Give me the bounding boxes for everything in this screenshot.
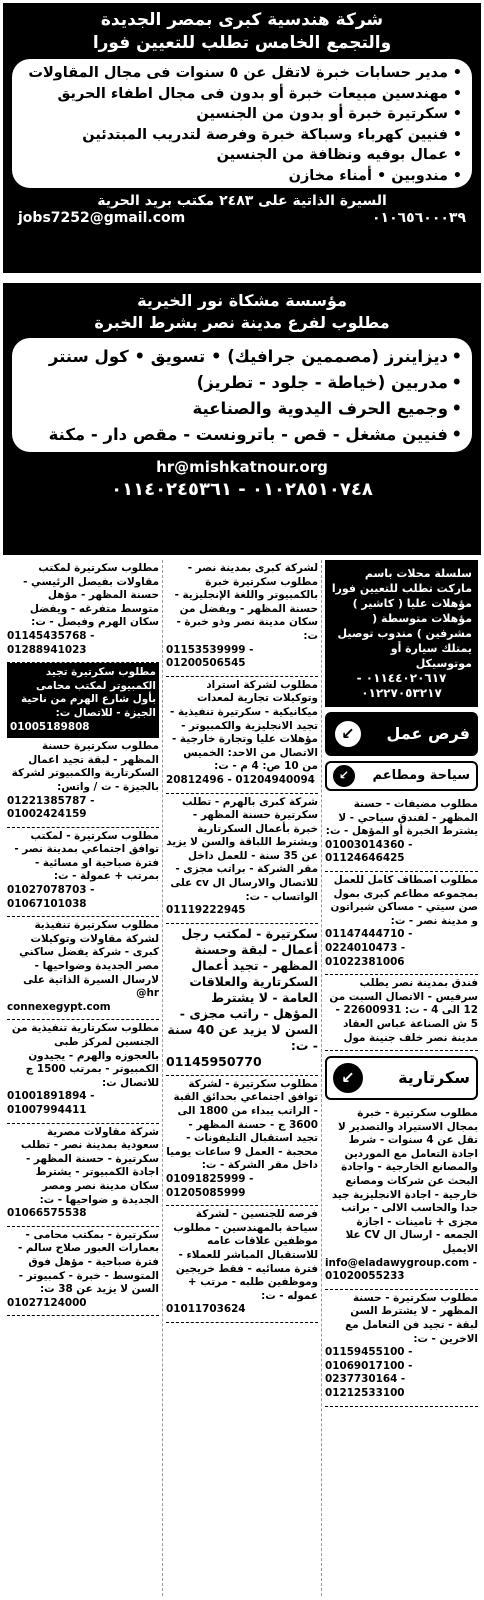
ad-text: سكرتيرة - لمكتب رجل أعمال - لبقة وحسنة المظهر - تجيد أعمال السكرتارية والعلاقات العامة - لا يشترط المؤهل - راتب مجزى - السن لا يزيد عن 40 سنة - ت: (163, 925, 318, 1053)
list-item: • مهندسين مبيعات خبرة أو بدون فى مجال اطفاء الحريق (20, 84, 462, 105)
ad-text: مطلوب سكرتيرة - لمكتب توافق اجتماعي بمدينة نصر - فترة صباحية او مسائية - بمرتب + عمولة - ت: (10, 829, 159, 883)
ad-text: مطلوب سكرتيرة - خبرة بمجال الاستيراد والتصدير لا تقل عن 4 سنوات - شرط اجادة التعامل مع الموردين والمصانع الخارجية - واجادة البحث عن شركات ومصانع خارجية - اجادة الانجليزية جيد جدا والحاسب الالى - براتب مجزى + تامينات - اجازة الجمعه - ارسال ال CV علا الايميل (328, 1107, 478, 1256)
list-item: • مندوبين • أمناء مخازن (20, 166, 462, 187)
ad-text: شركة مقاولات مصرية سعودية بمدينة نصر - تطلب سكرتيرة - حسنة المظهر - اجادة الكمبيوتر - يشترط سكان مدينة نصر ومصر الجديدة و ضواحيها - ت: (17, 1125, 159, 1206)
ad-text: سلسلة محلات باسم ماركت تطلب للتعيين فورا مؤهلات عليا ( كاشير ) مؤهلات متوسطة ( مشرفين ) مندوب توصيل يمتلك سيارة أو موتوسيكل (331, 567, 472, 670)
ad-text: لشركة كبرى بمدينة نصر - مطلوب سكرتيرة خبرة بالكمبيوتر واللغة الإنجليزية - حسنة المظهر - ويفضل من سكان مدينة نصر وذو خبرة - ت: (170, 562, 318, 642)
list-item: • ديزاينرز (مصممين جرافيك) • تسويق • كول سنتر (20, 344, 462, 370)
classified-ad (325, 1290, 478, 1407)
ad2-title-line1: مؤسسة مشكاة نور الخيرية (137, 291, 347, 310)
list-item: • فنيين مشغل - قص - باترونست - مقص دار - مكنة (20, 422, 462, 448)
banner-label: سياحة ومطاعم (372, 768, 470, 784)
ad-mishkat-nour (3, 283, 481, 555)
banner-label: فرص عمل (386, 724, 470, 744)
classified-ad (7, 738, 159, 828)
classified-ad (7, 1020, 159, 1123)
classified-ad (163, 924, 318, 1076)
ad-phone[interactable]: 01066575538 (7, 1207, 87, 1220)
ad-text: مطلوب سكرتيرة لمكتب مقاولات بفيصل الرئيسي - حسنة المظهر - مؤهل متوسط متفرغه - ويفضل سكان الهرم وفيصل - ت: (19, 562, 159, 629)
banner-secretary (325, 1056, 478, 1100)
banner-tourism (325, 761, 478, 791)
ad-phone[interactable]: 01027078703 - 01067101038 (7, 884, 99, 910)
classified-columns (3, 560, 481, 1596)
list-item: • مدربين (خياطة - جلود - تطريز) (20, 370, 462, 396)
ad-text: شركة كبرى بالهرم - تطلب سكرتيرة حسنة المظهر - خبرة بأعمال السكرتارية ويشترط اللباقة والسن لا يزيد عن 35 سنة - للعمل داخل مقر الشركة - براتب مجزى - للاتصال والارسال ال cv على الواتساب - ت: (163, 795, 318, 903)
list-item: • فنيين كهرباء وسباكة خبرة وفرصة لتدريب المبتدئين (20, 125, 462, 146)
classified-ad (163, 1076, 318, 1206)
ad-text: مطلوب سكرتيرة تنفيذية لشركة مقاولات وتوكيلات كبرى - شركة يفضل ساكني مصر الجديدة وضواحيها - لارسال السيرة الذاتية على hr@ (15, 919, 159, 1000)
ad-phone[interactable]: 01003014360 - 01124646425 (325, 838, 417, 865)
ad-phone[interactable]: 01221385787 - 01002424159 (7, 794, 99, 821)
ad-phone[interactable]: 01001891894 - 01007994411 (7, 1090, 99, 1116)
ad-text: مطلوب سكرتيرة - لشركة توافق اجتماعي بحدائق القبة - الراتب يبداء من 1800 الى 3600 ج - حسنة المظهر - تجيد استقبال التليفونات - محجبة - العمل 9 ساعات يوميا داخل مقر الشركة - ت: (163, 1077, 318, 1172)
ad-phone[interactable]: 01027124000 (7, 1296, 87, 1309)
ad2-phones[interactable]: ٠١٠٢٨٥١٠٧٤٨ - ٠١١٤٠٢٤٥٣٦١ (111, 479, 373, 500)
classified-ad (166, 560, 318, 677)
ad-text: مطلوب سكرتارية تنفيذية من الجنسين لمركز طبى بالعجوزه والهرم - يجيدون الكمبيوتر - بمرتب 1500 ج للاتصال ت: (8, 1022, 159, 1089)
ad1-title-line1: شركة هندسية كبرى بمصر الجديدة (100, 10, 384, 30)
classified-ad (325, 975, 478, 1051)
column-right (322, 560, 481, 1596)
ad-phone[interactable]: 20812496 - 01204940094 (166, 773, 315, 786)
classified-ad (7, 828, 159, 918)
ad1-email[interactable]: jobs7252@gmail.com (18, 210, 186, 226)
ad-text: مطلوب مضيفات - حسنة المظهر - لفندق سياحي - لا يشترط الخبرة أو المؤهل - ت: (325, 798, 478, 838)
ad-text: مطلوب اصطاف كامل للعمل بمجموعه مطاعم كبرى بمول صن سيتي - مساكن شيراتون و مدينة نصر - ت: (326, 873, 478, 927)
ad-email[interactable]: connexegypt.com (7, 1000, 111, 1013)
ad1-title-line2: والتجمع الخامس تطلب للتعيين فورا (92, 33, 392, 53)
ad-phone[interactable]: 01145950770 (166, 1053, 262, 1069)
arrow-icon: ↙ (333, 719, 363, 749)
ad2-job-list (12, 338, 472, 452)
ad-phone[interactable]: ٠١١٤٤٠٢٠٦١٧ - ٠١٢٢٧٠٥٣٢١٧ (356, 671, 447, 700)
classified-ad (7, 1227, 159, 1317)
classified-ad (163, 794, 318, 924)
ad-text: مطلوب لشركة استراد وتوكيلات تجارية لمعدات ميكانيكية - سكرتيرة تنفيذية - تجيد الانجليزية والكمبيوتر - مؤهلات عليا وتجارة خارجية - الاتصال من الاحد: الخميس من 10 ص: 4 م - ت: (166, 678, 318, 773)
ad-phone[interactable]: 01153539999 - 01200506545 (166, 643, 258, 670)
classified-ad (7, 1124, 159, 1227)
classified-ad (325, 796, 478, 872)
ad1-title (6, 6, 478, 55)
ad2-title-line2: مطلوب لفرع مدينة نصر بشرط الخبرة (94, 313, 390, 332)
ad-phone[interactable]: 01011703624 (166, 1303, 246, 1316)
arrow-icon: ↙ (333, 765, 355, 787)
classified-ad-highlighted (7, 663, 159, 738)
ad-phone[interactable]: 01005189808 (10, 720, 90, 733)
classified-ad (325, 872, 478, 975)
ad-text: مطلوب سكرتيرة تجيد الكمبيوتر لمكتب محامى بأول شارع الهرم من ناحية الجيزة - للاتصال ت: (17, 666, 156, 719)
list-item: • سكرتيرة خبرة أو بدون من الجنسين (20, 104, 462, 125)
ad-engineering-company (3, 3, 481, 273)
arrow-icon: ↙ (333, 1063, 363, 1093)
ad-text: فندق بمدينة نصر يطلب سرفيس - الاتصال السبت من 12 الى 4 - ت: 22600931 - 5 ش الصناعة عباس العقاد مدينة نصر خلف جنينة مول (325, 977, 478, 1044)
banner-job-opportunities (325, 712, 478, 756)
classified-ad (166, 1206, 318, 1323)
ad-text: سكرتيرة - بمكتب محامى - بعمارات العبور صلاح سالم - فترة صباحية - مؤهل فوق المتوسط - خبرة - كمبيوتر - السن لا يزيد عن 38 ت: (14, 1228, 159, 1296)
column-left (4, 560, 163, 1596)
ad-phone[interactable]: 01145435768 - 01288941023 (7, 629, 99, 656)
banner-label: سكرتارية (398, 1068, 470, 1088)
ad-text: فرصه للجنسين - لشركة سياحة بالمهندسين - مطلوب موظفين علاقات عامه للاستقبال المباشر للعملاء - فترة مسائيه - فقط خريجين وموظفين طلبه - مرتب + عموله - ت: (169, 1208, 318, 1302)
ad-phone[interactable]: 01091825999 - 01205085999 (166, 1173, 258, 1199)
market-chain-ad (325, 560, 478, 707)
classified-ad (7, 917, 159, 1020)
ad-phone[interactable]: 01147444710 - 0224010473 - 01022381006 (325, 928, 417, 968)
ad-text: مطلوب سكرتيرة حسنة المظهر - لبقة تجيد اعمال السكرتارية والكمبيوتر لشركة بالجيزة - ت / واتس: (8, 740, 159, 793)
classified-ad (325, 1105, 481, 1290)
ad1-phone[interactable]: ٠١٠٦٥٦٠٠٠٣٩ (372, 210, 466, 226)
classified-ad (7, 560, 159, 663)
ad1-contact (6, 210, 478, 226)
classified-ad (166, 677, 318, 794)
ad2-title (6, 286, 478, 334)
column-middle (163, 560, 322, 1596)
ad1-job-list (12, 59, 472, 188)
list-item: • مدير حسابات خبرة لاتقل عن ٥ سنوات فى مجال المقاولات (20, 63, 462, 84)
ad-text: مطلوب سكرتيرة - حسنة المظهر - لا يشترط السن لبقة - تجيد فن التعامل مع الاخرين - ت: (341, 1291, 478, 1345)
ad1-cv-line: السيرة الذاتية على ٢٤٨٣ مكتب بريد الحرية (97, 193, 387, 209)
ad-phone[interactable]: 01159455100 - 01069017100 - 0237730164 - 01212533100 (325, 1346, 417, 1399)
ad-phone[interactable]: info@eladawygroup.com - 01020055233 (325, 1256, 481, 1283)
ad2-email[interactable]: hr@mishkatnour.org (156, 458, 328, 476)
list-item: • وجميع الحرف اليدوية والصناعية (20, 396, 462, 422)
ad-phone[interactable]: 01119222945 (166, 904, 246, 917)
list-item: • عمال بوفيه ونظافة من الجنسين (20, 145, 462, 166)
